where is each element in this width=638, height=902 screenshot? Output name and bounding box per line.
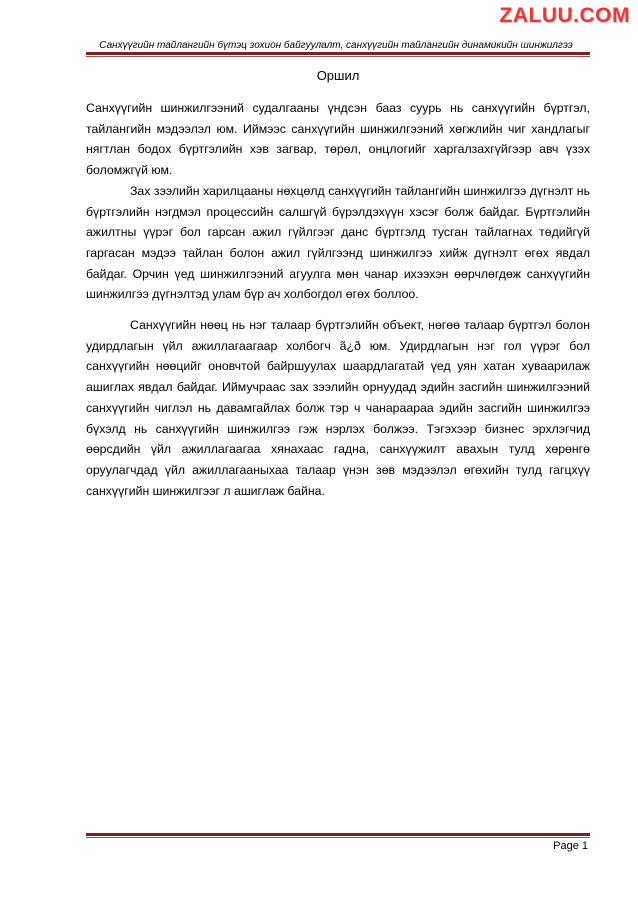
page-title: Оршил <box>316 68 360 83</box>
document-body <box>86 98 590 501</box>
header-rule <box>86 52 590 55</box>
footer-rule-thin <box>86 837 590 838</box>
paragraph-2: Зах зээлийн харилцааны нөхцөлд санхүүгийн тайлангийн шинжилгээ дүгнэлт нь бүртгэлийн нэгдмэл процессийн салшгүй бүрэлдэхүүн хэсэг болж байдаг. Бүртгэлийн ажилтны үүрэг бол гарсан ажил гүйлгээг данс бүртгэлд тусган тайлагнах төдийгүй гаргасан мэдээ тайлан болон ажил гүйлгээнд шинжилгээ хийж дүгнэлт өгөх явдал байдаг. Орчин үед шинжилгээний агуулга мөн чанар ихээхэн өөрчлөгдөж санхүүгийн шинжилгээ дүгнэлтэд улам бүр ач холбогдол өгөх боллоо. <box>86 183 590 302</box>
paragraph-3: Санхүүгийн нөөц нь нэг талаар бүртгэлийн объект, нөгөө талаар бүртгэл болон удирдлагын үйл ажиллагаагаар холбогч ã¿ð юм. Удирдлагын нэг гол үүрэг бол санхүүгийн нөөцийг оновчтой байршуулах шаардлагатай үед уян хатан хуваарилаж ашиглах явдал байдаг. Иймучраас зах зээлийн орнуудад эдийн засгийн шинжилгээний санхүүгийн чиглэл нь давамгайлах болж тэр ч чанараараа эдийн засгийн шинжилгээ бүхэлд нь санхүүгийн шинжилгээ гэж нэрлэх болжээ. Тэгэхээр бизнес эрхлэгчид өөрсдийн үйл ажиллагаагаа хянахаас гадна, санхүүжилт авахын тулд хөрөнгө оруулагчдад үйл ажиллагааныхаа талаар үнэн зөв мэдээлэл өгөхийн тулд гагцхүү санхүүгийн шинжилгээг л ашиглаж байна. <box>86 318 590 498</box>
paragraph-1: Санхүүгийн шинжилгээний судалгааны үндсэн бааз суурь нь санхүүгийн бүртгэл, тайлангийн мэдээлэл юм. Иймээс санхүүгийн шинжилгээний хөгжлийн чиг хандлагыг нягтлан бодох бүртгэлийн хэв загвар, төрөл, онцлогийг харгалзахгүйгээр авч үзэх боломжгүй юм. <box>86 101 590 178</box>
site-watermark: ZALUU.COM <box>499 4 630 27</box>
running-header: Санхүүгийн тайлангийн бүтэц зохион байгуулалт, санхүүгийн тайлангийн динамикийн шинжилгээ <box>99 40 573 51</box>
footer-rule <box>86 833 590 836</box>
page-number: Page 1 <box>553 840 588 852</box>
header-rule-thin <box>86 56 590 57</box>
